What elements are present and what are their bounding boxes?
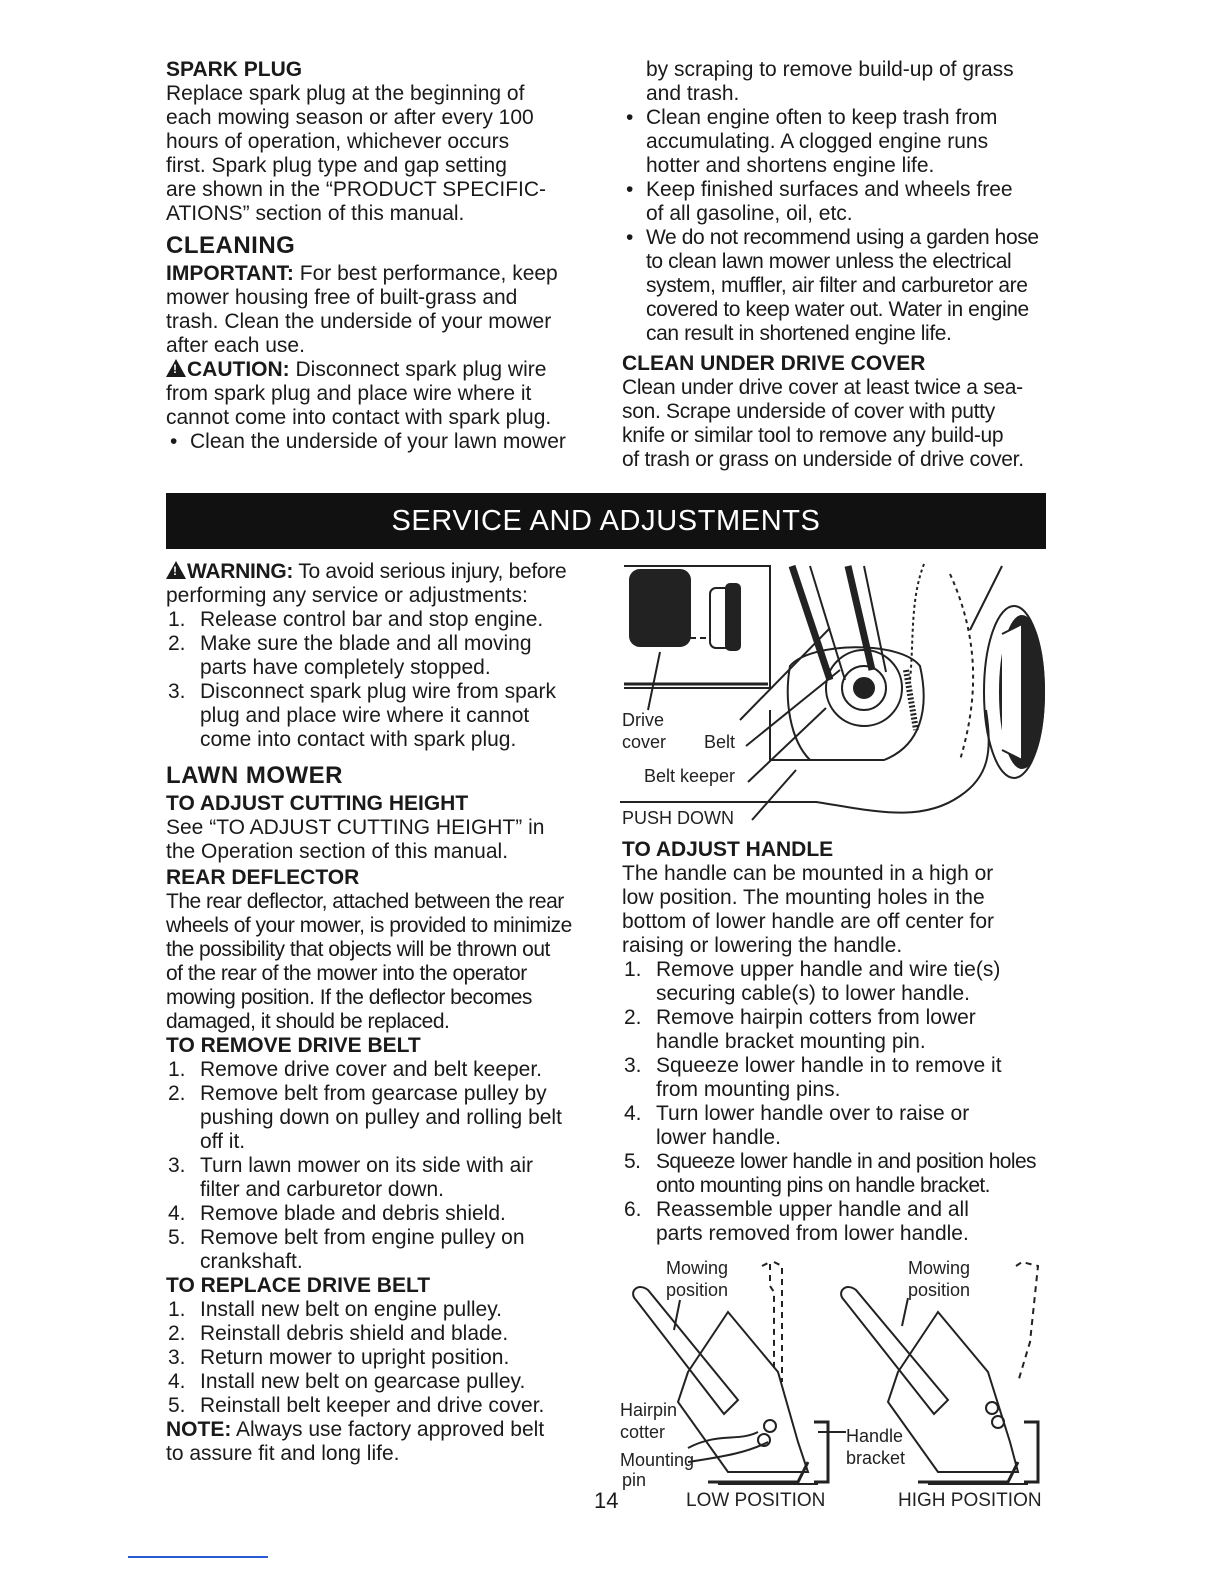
label-position-low: position (666, 1280, 729, 1300)
bullet-continuation (622, 58, 1052, 106)
step-number: 2. (168, 1082, 186, 1105)
text-line: from mounting pins. (656, 1078, 841, 1101)
list-item (166, 1202, 596, 1226)
label-pin: pin (622, 1470, 647, 1490)
label-position-high: position (908, 1280, 971, 1300)
label-low-position: LOW POSITION (686, 1490, 826, 1511)
text-line: the Operation section of this manual. (166, 840, 509, 863)
text-line: Return mower to upright position. (200, 1346, 510, 1369)
text-line: Always use factory approved belt (231, 1418, 545, 1441)
text-line: Squeeze lower handle in to remove it (656, 1054, 1002, 1077)
text-line: Remove drive cover and belt keeper. (200, 1058, 543, 1081)
text-line: The handle can be mounted in a high or (622, 862, 994, 885)
text-line: The rear deflector, attached between the rear (166, 890, 564, 913)
section-banner: SERVICE AND ADJUSTMENTS (166, 493, 1046, 549)
caution-paragraph (166, 358, 596, 430)
list-item (622, 1054, 1052, 1102)
label-cover: cover (622, 732, 667, 752)
list-item (166, 680, 596, 752)
text-line: wheels of your mower, is provided to minimize (166, 914, 572, 937)
text-line: crankshaft. (200, 1250, 303, 1273)
text-line: Remove belt from engine pulley on (200, 1226, 525, 1249)
label-bracket: bracket (846, 1448, 906, 1468)
warning-triangle-icon (166, 561, 186, 579)
text-line: of the rear of the mower into the operator (166, 962, 527, 985)
text-line: parts removed from lower handle. (656, 1222, 969, 1245)
list-item (622, 1102, 1052, 1150)
text-line: Squeeze lower handle in and position holes (656, 1150, 1036, 1173)
text-line: low position. The mounting holes in the (622, 886, 985, 909)
text-line: to clean lawn mower unless the electrical (646, 250, 1012, 273)
text-line: are shown in the “PRODUCT SPECIFIC- (166, 178, 547, 201)
text-line: hours of operation, whichever occurs (166, 130, 510, 153)
list-item (622, 1150, 1052, 1198)
label-cotter: cotter (620, 1422, 666, 1442)
text-line: from spark plug and place wire where it (166, 382, 532, 405)
step-number: 6. (624, 1198, 642, 1221)
warning-steps (166, 608, 596, 752)
text-line: trash. Clean the underside of your mower (166, 310, 552, 333)
label-handle: Handle (846, 1426, 904, 1446)
rear-deflector-heading: REAR DEFLECTOR (166, 866, 360, 889)
step-number: 3. (168, 1346, 186, 1369)
list-item (166, 1322, 596, 1346)
list-item (622, 1198, 1052, 1246)
note-paragraph (166, 1418, 596, 1466)
lawn-mower-heading: LAWN MOWER (166, 762, 343, 789)
text-line: plug and place wire where it cannot (200, 704, 530, 727)
adjust-handle-body (622, 862, 1052, 958)
list-item (622, 226, 1052, 346)
text-line: knife or similar tool to remove any build-up (622, 424, 1004, 447)
text-line: of all gasoline, oil, etc. (646, 202, 853, 225)
text-line: handle bracket mounting pin. (656, 1030, 926, 1053)
text-line: Install new belt on engine pulley. (200, 1298, 502, 1321)
remove-belt-heading: TO REMOVE DRIVE BELT (166, 1034, 421, 1057)
label-belt-keeper: Belt keeper (644, 766, 736, 786)
label-mowing-low: Mowing (666, 1258, 729, 1278)
adjust-handle-steps (622, 958, 1052, 1246)
step-number: 5. (168, 1394, 186, 1417)
step-number: 3. (168, 1154, 186, 1177)
text-line: each mowing season or after every 100 (166, 106, 534, 129)
drive-cover-illustration (620, 560, 1050, 828)
clean-under-drive-cover-body (622, 376, 1052, 472)
text-line: Replace spark plug at the beginning of (166, 82, 525, 105)
text-line: Remove belt from gearcase pulley by (200, 1082, 547, 1105)
step-number: 3. (624, 1054, 642, 1077)
list-item (166, 1394, 596, 1418)
list-item (166, 632, 596, 680)
text-line: performing any service or adjustments: (166, 584, 528, 607)
adjust-handle-heading: TO ADJUST HANDLE (622, 838, 834, 861)
step-number: 1. (168, 608, 186, 631)
text-line: To avoid serious injury, before (293, 560, 567, 583)
spark-plug-body (166, 82, 596, 226)
list-item (166, 1058, 596, 1082)
text-line: bottom of lower handle are off center for (622, 910, 994, 933)
step-number: 2. (624, 1006, 642, 1029)
note-label: NOTE: (166, 1418, 232, 1441)
text-line: Clean engine often to keep trash from (646, 106, 998, 129)
list-item (166, 1082, 596, 1154)
text-line: first. Spark plug type and gap setting (166, 154, 507, 177)
replace-belt-steps (166, 1298, 596, 1418)
right-top-column (622, 58, 1052, 472)
text-line: system, muffler, air filter and carburetor are (646, 274, 1028, 297)
text-line: Turn lower handle over to raise or (656, 1102, 970, 1125)
label-belt: Belt (704, 732, 736, 752)
left-bottom-column (166, 560, 596, 1466)
text-line: Disconnect spark plug wire from spark (200, 680, 556, 703)
step-number: 5. (624, 1150, 641, 1173)
text-line: of trash or grass on underside of drive cover. (622, 448, 1024, 471)
cleaning-bullets-right (622, 106, 1052, 346)
text-line: son. Scrape underside of cover with putty (622, 400, 995, 423)
warning-paragraph (166, 560, 596, 608)
rear-deflector-body (166, 890, 596, 1034)
list-item (166, 1370, 596, 1394)
cut-height-heading: TO ADJUST CUTTING HEIGHT (166, 792, 469, 815)
step-number: 1. (624, 958, 642, 981)
step-number: 4. (168, 1370, 186, 1393)
label-hairpin: Hairpin (620, 1400, 678, 1420)
list-item: • Clean the underside of your lawn mower (166, 430, 596, 454)
text-line: securing cable(s) to lower handle. (656, 982, 970, 1005)
text-line: See “TO ADJUST CUTTING HEIGHT” in (166, 816, 545, 839)
page-number: 14 (594, 1488, 619, 1513)
text-line: come into contact with spark plug. (200, 728, 517, 751)
text-line: For best performance, keep (293, 262, 558, 285)
text-line: raising or lowering the handle. (622, 934, 903, 957)
replace-belt-heading: TO REPLACE DRIVE BELT (166, 1274, 431, 1297)
text-line: filter and carburetor down. (200, 1178, 444, 1201)
important-paragraph (166, 262, 596, 358)
list-item (166, 1298, 596, 1322)
text-line: pushing down on pulley and rolling belt (200, 1106, 562, 1129)
label-mowing-high: Mowing (908, 1258, 971, 1278)
list-item (622, 178, 1052, 226)
warning-label: WARNING: (187, 560, 294, 583)
step-number: 4. (168, 1202, 186, 1225)
text-line: Disconnect spark plug wire (289, 358, 547, 381)
step-number: 5. (168, 1226, 186, 1249)
handle-position-illustration (618, 1252, 1054, 1514)
text-line: Install new belt on gearcase pulley. (200, 1370, 526, 1393)
caution-triangle-icon (166, 359, 186, 377)
text-line: mower housing free of built-grass and (166, 286, 518, 309)
text-line: the possibility that objects will be thrown out (166, 938, 550, 961)
text-line: parts have completely stopped. (200, 656, 491, 679)
text-line: can result in shortened engine life. (646, 322, 952, 345)
footer-divider (128, 1556, 268, 1558)
text-line: Clean under drive cover at least twice a sea- (622, 376, 1023, 399)
text-line: Reinstall belt keeper and drive cover. (200, 1394, 545, 1417)
label-mounting: Mounting (620, 1450, 695, 1470)
text-line: cannot come into contact with spark plug. (166, 406, 552, 429)
text-line: Keep finished surfaces and wheels free (646, 178, 1013, 201)
text-line: Release control bar and stop engine. (200, 608, 544, 631)
clean-under-drive-cover-heading: CLEAN UNDER DRIVE COVER (622, 352, 926, 375)
text-line: Reinstall debris shield and blade. (200, 1322, 509, 1345)
label-drive: Drive (622, 710, 665, 730)
right-bottom-column (622, 838, 1052, 1246)
text-line: by scraping to remove build-up of grass (646, 58, 1014, 81)
list-item (166, 1226, 596, 1274)
text-line: damaged, it should be replaced. (166, 1010, 450, 1033)
step-number: 1. (168, 1058, 186, 1081)
step-number: 3. (168, 680, 186, 703)
list-item (166, 608, 596, 632)
text-line: Turn lawn mower on its side with air (200, 1154, 534, 1177)
text-line: We do not recommend using a garden hose (646, 226, 1039, 249)
text-line: off it. (200, 1130, 246, 1153)
text-line: after each use. (166, 334, 305, 357)
text-line: accumulating. A clogged engine runs (646, 130, 989, 153)
text-line: Reassemble upper handle and all (656, 1198, 969, 1221)
label-high-position: HIGH POSITION (898, 1490, 1042, 1511)
label-push-down: PUSH DOWN (622, 808, 734, 828)
text-line: and trash. (646, 82, 740, 105)
spark-plug-heading: SPARK PLUG (166, 58, 303, 81)
text-line: Make sure the blade and all moving (200, 632, 532, 655)
step-number: 2. (168, 1322, 186, 1345)
text-line: hotter and shortens engine life. (646, 154, 935, 177)
text-line: Remove hairpin cotters from lower (656, 1006, 976, 1029)
text-line: Remove blade and debris shield. (200, 1202, 506, 1225)
list-item (622, 958, 1052, 1006)
list-item (166, 1154, 596, 1202)
remove-belt-steps (166, 1058, 596, 1274)
left-top-column (166, 58, 596, 454)
step-number: 4. (624, 1102, 642, 1125)
step-number: 2. (168, 632, 186, 655)
caution-label: CAUTION: (187, 358, 290, 381)
list-item (622, 1006, 1052, 1054)
step-number: 1. (168, 1298, 186, 1321)
important-label: IMPORTANT: (166, 262, 294, 285)
text-line: lower handle. (656, 1126, 781, 1149)
text-line: mowing position. If the deflector becomes (166, 986, 532, 1009)
text-line: to assure fit and long life. (166, 1442, 400, 1465)
list-item (166, 1346, 596, 1370)
cleaning-bullets-left (166, 430, 596, 454)
text-line: Remove upper handle and wire tie(s) (656, 958, 1001, 981)
text-line: ATIONS” section of this manual. (166, 202, 465, 225)
text-line: onto mounting pins on handle bracket. (656, 1174, 990, 1197)
list-item (622, 106, 1052, 178)
text-line: covered to keep water out. Water in engine (646, 298, 1029, 321)
cleaning-heading: CLEANING (166, 232, 296, 259)
